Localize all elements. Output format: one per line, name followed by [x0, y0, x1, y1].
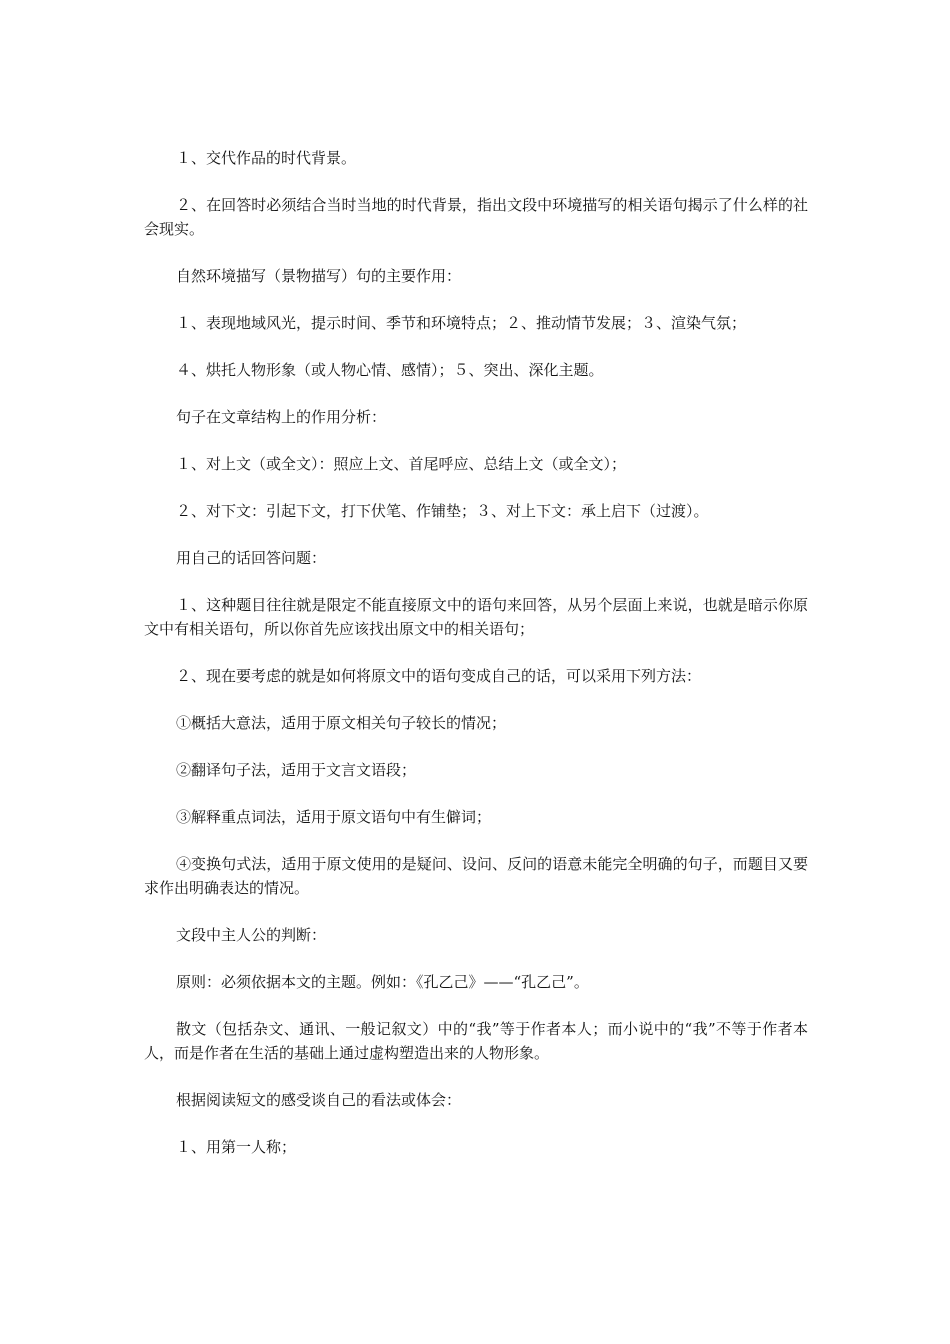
paragraph-10: １、这种题目往往就是限定不能直接原文中的语句来回答，从另个层面上来说，也就是暗示你原文中有相关语句，所以你首先应该找出原文中的相关语句； — [144, 596, 808, 638]
paragraph-16: 文段中主人公的判断： — [176, 926, 327, 944]
paragraph-11: ２、现在要考虑的就是如何将原文中的语句变成自己的话，可以采用下列方法： — [176, 667, 702, 685]
paragraph-14: ③解释重点词法，适用于原文语句中有生僻词； — [176, 808, 492, 826]
paragraph-7: １、对上文（或全文）：照应上文、首尾呼应、总结上文（或全文）； — [176, 455, 627, 473]
paragraph-9: 用自己的话回答问题： — [176, 549, 327, 567]
document-page — [144, 146, 808, 1182]
paragraph-15: ④变换句式法，适用于原文使用的是疑问、设问、反问的语意未能完全明确的句子，而题目又要求作出明确表达的情况。 — [144, 855, 808, 897]
paragraph-18: 散文（包括杂文、通讯、一般记叙文）中的“我”等于作者本人；而小说中的“我”不等于作者本人，而是作者在生活的基础上通过虚构塑造出来的人物形象。 — [144, 1020, 808, 1062]
paragraph-17: 原则：必须依据本文的主题。例如：《孔乙己》——“孔乙己”。 — [176, 973, 589, 991]
paragraph-1: １、交代作品的时代背景。 — [176, 149, 357, 167]
paragraph-12: ①概括大意法，适用于原文相关句子较长的情况； — [176, 714, 507, 732]
paragraph-2: ２、在回答时必须结合当时当地的时代背景，指出文段中环境描写的相关语句揭示了什么样的社会现实。 — [144, 196, 808, 238]
paragraph-20: １、用第一人称； — [176, 1138, 297, 1156]
paragraph-13: ②翻译句子法，适用于文言文语段； — [176, 761, 417, 779]
paragraph-5: ４、烘托人物形象（或人物心情、感情）；５、突出、深化主题。 — [176, 361, 604, 379]
paragraph-3: 自然环境描写（景物描写）句的主要作用： — [176, 267, 462, 285]
paragraph-6: 句子在文章结构上的作用分析： — [176, 408, 387, 426]
paragraph-4: １、表现地域风光，提示时间、季节和环境特点；２、推动情节发展；３、渲染气氛； — [176, 314, 747, 332]
paragraph-8: ２、对下文：引起下文，打下伏笔、作铺垫；３、对上下文：承上启下（过渡）。 — [176, 502, 709, 520]
paragraph-19: 根据阅读短文的感受谈自己的看法或体会： — [176, 1091, 462, 1109]
